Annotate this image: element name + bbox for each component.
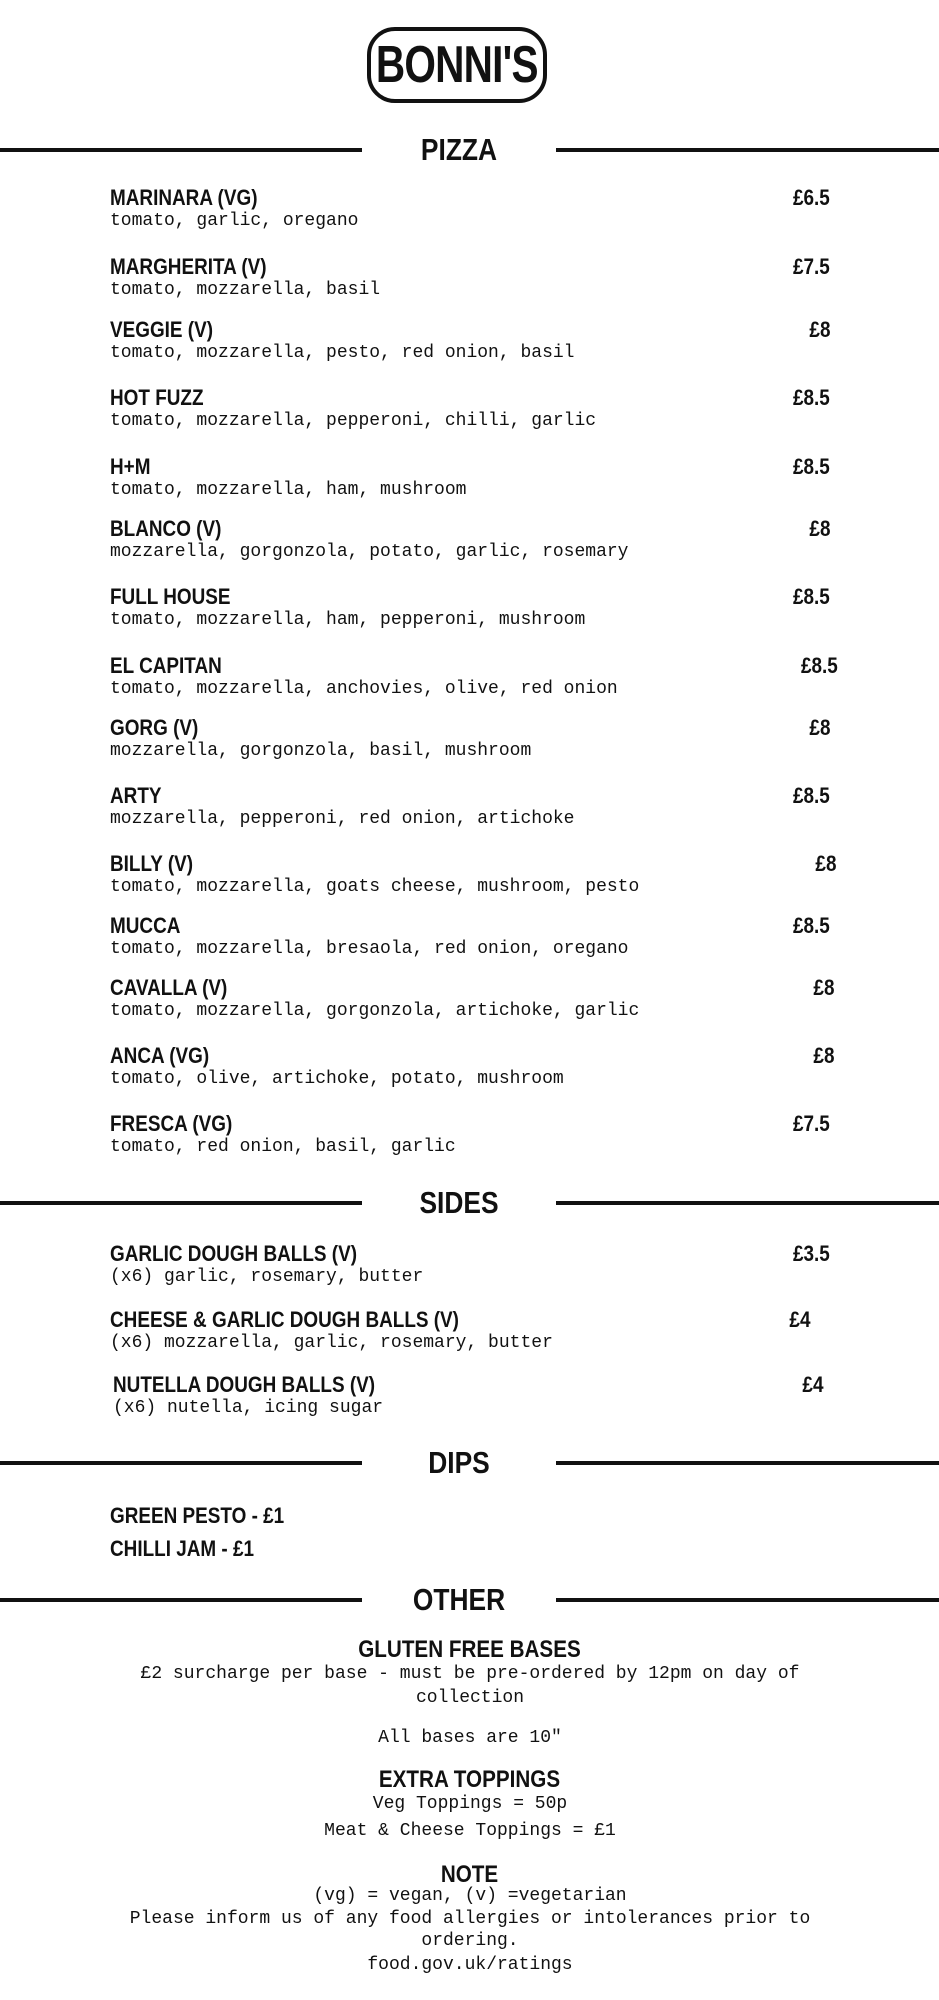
- menu-item: [110, 517, 830, 563]
- allergy-notice: Please inform us of any food allergies or intolerances prior to ordering.: [129, 1909, 811, 1951]
- item-price: £8.5: [793, 584, 830, 609]
- menu-item: [110, 1043, 834, 1090]
- item-description: tomato, mozzarella, ham, pepperoni, mushroom: [110, 610, 586, 630]
- item-name: CAVALLA (V): [110, 975, 228, 1000]
- divider: [0, 1461, 362, 1465]
- divider: [556, 148, 939, 152]
- item-name: BLANCO (V): [110, 516, 222, 541]
- item-description: tomato, mozzarella, pepperoni, chilli, garlic: [110, 411, 597, 431]
- item-description: tomato, mozzarella, bresaola, red onion, oregano: [110, 939, 629, 959]
- item-price: £8.5: [793, 783, 830, 808]
- item-name: MARINARA (VG): [110, 185, 258, 210]
- divider: [556, 1598, 939, 1602]
- divider: [556, 1461, 939, 1465]
- divider: [0, 1598, 362, 1602]
- item-price: £8.5: [793, 454, 830, 479]
- meat-cheese-toppings-price: Meat & Cheese Toppings = £1: [324, 1821, 616, 1841]
- item-description: tomato, mozzarella, ham, mushroom: [110, 480, 467, 500]
- item-name: BILLY (V): [110, 851, 194, 876]
- item-name: CHEESE & GARLIC DOUGH BALLS (V): [110, 1307, 459, 1332]
- divider: [0, 148, 362, 152]
- item-name: VEGGIE (V): [110, 317, 214, 342]
- section-title-other: OTHER: [412, 1582, 506, 1617]
- menu-item: [110, 1112, 830, 1158]
- menu-item: [113, 1373, 833, 1419]
- section-title-dips: DIPS: [428, 1445, 490, 1480]
- item-name: ANCA (VG): [110, 1043, 210, 1068]
- menu-item: [110, 318, 830, 364]
- item-name: H+M: [110, 454, 151, 479]
- menu-item: [110, 851, 836, 898]
- item-name: NUTELLA DOUGH BALLS (V): [113, 1372, 376, 1397]
- item-description: (x6) garlic, rosemary, butter: [110, 1267, 424, 1287]
- section-title-sides: SIDES: [419, 1185, 499, 1220]
- item-description: (x6) nutella, icing sugar: [113, 1398, 384, 1418]
- item-price: £8: [812, 1043, 834, 1068]
- item-name: ARTY: [110, 783, 162, 808]
- item-price: £8: [808, 317, 830, 342]
- menu-item: [110, 653, 838, 700]
- item-description: tomato, mozzarella, anchovies, olive, red onion: [110, 679, 618, 699]
- item-price: £8: [812, 975, 834, 1000]
- item-description: tomato, mozzarella, goats cheese, mushroom, pesto: [110, 877, 640, 897]
- gluten-free-heading: GLUTEN FREE BASES: [358, 1636, 581, 1663]
- menu-item: [110, 186, 830, 232]
- item-description: tomato, garlic, oregano: [110, 211, 359, 231]
- item-name: HOT FUZZ: [110, 385, 204, 410]
- item-price: £8: [808, 516, 830, 541]
- menu-item: [110, 1308, 830, 1354]
- item-name: GORG (V): [110, 715, 199, 740]
- item-name: EL CAPITAN: [110, 653, 222, 678]
- menu-item: [110, 914, 830, 960]
- divider: [0, 1201, 362, 1205]
- section-header-dips: [0, 1443, 939, 1483]
- item-price: £7.5: [793, 1111, 830, 1136]
- section-title-pizza: PIZZA: [420, 132, 498, 167]
- section-header-sides: [0, 1183, 939, 1223]
- item-name: MUCCA: [110, 913, 181, 938]
- note-heading: NOTE: [440, 1861, 499, 1888]
- menu-item: [110, 1242, 830, 1288]
- item-description: mozzarella, gorgonzola, basil, mushroom: [110, 741, 532, 761]
- item-price: £3.5: [793, 1241, 830, 1266]
- item-name: GARLIC DOUGH BALLS (V): [110, 1241, 357, 1266]
- item-price: £4: [801, 1372, 823, 1397]
- menu-item: [110, 585, 830, 631]
- brand-logo-text: BONNI'S: [376, 36, 538, 94]
- item-description: tomato, olive, artichoke, potato, mushroom: [110, 1069, 564, 1089]
- item-name: FULL HOUSE: [110, 584, 231, 609]
- item-price: £8: [808, 715, 830, 740]
- item-price: £8.5: [801, 653, 838, 678]
- item-name: MARGHERITA (V): [110, 254, 267, 279]
- item-description: tomato, mozzarella, basil: [110, 280, 381, 300]
- extra-toppings-heading: EXTRA TOPPINGS: [378, 1766, 561, 1793]
- item-description: tomato, red onion, basil, garlic: [110, 1137, 456, 1157]
- item-price: £8.5: [793, 385, 830, 410]
- gluten-free-text: £2 surcharge per base - must be pre-ordered by 12pm on day of collection: [140, 1664, 800, 1708]
- item-price: £8: [814, 851, 836, 876]
- menu-item: [110, 975, 834, 1022]
- menu-item: [110, 255, 830, 301]
- item-price: £8.5: [793, 913, 830, 938]
- item-description: mozzarella, gorgonzola, potato, garlic, rosemary: [110, 542, 629, 562]
- bases-size-note: All bases are 10": [378, 1728, 562, 1748]
- item-description: (x6) mozzarella, garlic, rosemary, butter: [110, 1333, 553, 1353]
- section-header-other: [0, 1580, 939, 1620]
- item-price: £7.5: [793, 254, 830, 279]
- section-header-pizza: [0, 130, 939, 170]
- dip-item: CHILLI JAM - £1: [110, 1536, 255, 1561]
- item-price: £6.5: [793, 185, 830, 210]
- dip-item: GREEN PESTO - £1: [110, 1503, 285, 1528]
- item-description: mozzarella, pepperoni, red onion, artichoke: [110, 809, 575, 829]
- item-price: £4: [788, 1307, 810, 1332]
- food-ratings-link[interactable]: food.gov.uk/ratings: [367, 1955, 573, 1975]
- diet-legend: (vg) = vegan, (v) =vegetarian: [313, 1886, 627, 1906]
- item-description: tomato, mozzarella, pesto, red onion, basil: [110, 343, 575, 363]
- divider: [556, 1201, 939, 1205]
- veg-toppings-price: Veg Toppings = 50p: [372, 1794, 568, 1814]
- menu-item: [110, 784, 830, 830]
- brand-logo: [367, 27, 547, 103]
- menu-item: [110, 455, 830, 501]
- menu-item: [110, 386, 830, 432]
- item-name: FRESCA (VG): [110, 1111, 233, 1136]
- menu-item: [110, 716, 830, 762]
- item-description: tomato, mozzarella, gorgonzola, artichoke, garlic: [110, 1001, 640, 1021]
